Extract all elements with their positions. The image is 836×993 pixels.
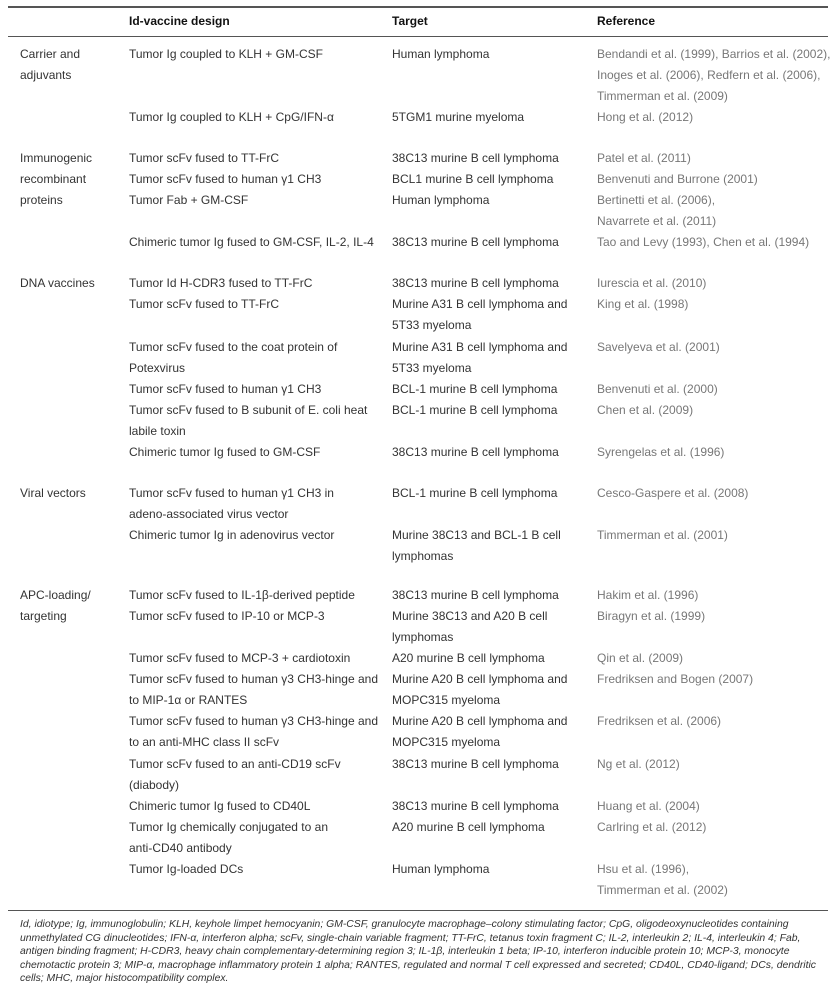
row-design: Tumor scFv fused to human γ1 CH3 in adeno-associated virus vector	[129, 486, 334, 521]
row-reference: Hong et al. (2012)	[597, 110, 694, 124]
row-target: 38C13 murine B cell lymphoma	[392, 588, 559, 602]
row-reference: Fredriksen et al. (2006)	[597, 714, 722, 728]
header-rule	[8, 36, 828, 37]
row-design: Chimeric tumor Ig fused to GM-CSF	[129, 445, 321, 459]
row-target: A20 murine B cell lymphoma	[392, 820, 545, 834]
row-reference: Qin et al. (2009)	[597, 651, 684, 665]
category-carrier-adjuvants: Carrier and adjuvants	[20, 47, 81, 82]
category-dna-vaccines: DNA vaccines	[20, 276, 95, 290]
row-target: BCL-1 murine B cell lymphoma	[392, 403, 558, 417]
category-recombinant-proteins: Immunogenic recombinant proteins	[20, 151, 93, 207]
header-target: Target	[392, 14, 428, 28]
row-reference: Bertinetti et al. (2006), Navarrete et al. (2011)	[597, 193, 717, 228]
row-target: Murine 38C13 and A20 B cell lymphomas	[392, 609, 548, 644]
row-target: BCL1 murine B cell lymphoma	[392, 172, 554, 186]
row-design: Tumor scFv fused to IL-1β-derived peptide	[129, 588, 355, 602]
row-reference: Fredriksen and Bogen (2007)	[597, 672, 754, 686]
row-target: 38C13 murine B cell lymphoma	[392, 235, 559, 249]
row-target: A20 murine B cell lymphoma	[392, 651, 545, 665]
row-reference: Bendandi et al. (1999), Barrios et al. (2002), Inoges et al. (2006), Redfern et al. (2006), Timmerman et al. (2009)	[597, 47, 831, 103]
category-viral-vectors: Viral vectors	[20, 486, 86, 500]
table-bottom-rule	[8, 910, 828, 911]
row-target: Murine A20 B cell lymphoma and MOPC315 myeloma	[392, 714, 568, 749]
row-design: Tumor scFv fused to human γ3 CH3-hinge and to an anti-MHC class II scFv	[129, 714, 379, 749]
row-target: Murine 38C13 and BCL-1 B cell lymphomas	[392, 528, 561, 563]
row-design: Tumor scFv fused to human γ3 CH3-hinge and to MIP-1α or RANTES	[129, 672, 379, 707]
row-design: Chimeric tumor Ig fused to CD40L	[129, 799, 311, 813]
category-apc-targeting: APC-loading/ targeting	[20, 588, 91, 623]
row-reference: Huang et al. (2004)	[597, 799, 700, 813]
row-design: Tumor Ig chemically conjugated to an anti-CD40 antibody	[129, 820, 328, 855]
row-design: Tumor scFv fused to B subunit of E. coli heat labile toxin	[129, 403, 368, 438]
row-reference: Carlring et al. (2012)	[597, 820, 707, 834]
row-reference: Biragyn et al. (1999)	[597, 609, 706, 623]
row-design: Chimeric tumor Ig in adenovirus vector	[129, 528, 335, 542]
row-reference: Savelyeva et al. (2001)	[597, 340, 720, 354]
row-design: Tumor scFv fused to TT-FrC	[129, 297, 280, 311]
row-design: Tumor Ig coupled to KLH + CpG/IFN-α	[129, 110, 334, 124]
row-reference: Ng et al. (2012)	[597, 757, 680, 771]
row-reference: Benvenuti et al. (2000)	[597, 382, 718, 396]
row-target: Human lymphoma	[392, 193, 490, 207]
row-target: 5TGM1 murine myeloma	[392, 110, 525, 124]
row-reference: Benvenuti and Burrone (2001)	[597, 172, 758, 186]
row-target: 38C13 murine B cell lymphoma	[392, 445, 559, 459]
row-design: Chimeric tumor Ig fused to GM-CSF, IL-2, IL-4	[129, 235, 374, 249]
header-reference: Reference	[597, 14, 656, 28]
row-design: Tumor scFv fused to the coat protein of Potexvirus	[129, 340, 338, 375]
row-reference: Tao and Levy (1993), Chen et al. (1994)	[597, 235, 810, 249]
row-design: Tumor scFv fused to human γ1 CH3	[129, 382, 322, 396]
row-reference: King et al. (1998)	[597, 297, 689, 311]
row-reference: Hakim et al. (1996)	[597, 588, 699, 602]
row-reference: Cesco-Gaspere et al. (2008)	[597, 486, 749, 500]
row-reference: Patel et al. (2011)	[597, 151, 691, 165]
row-design: Tumor scFv fused to an anti-CD19 scFv (diabody)	[129, 757, 341, 792]
row-target: 38C13 murine B cell lymphoma	[392, 757, 559, 771]
row-target: Murine A31 B cell lymphoma and 5T33 myeloma	[392, 297, 568, 332]
row-reference: Hsu et al. (1996), Timmerman et al. (2002)	[597, 862, 728, 897]
row-target: Human lymphoma	[392, 862, 490, 876]
row-design: Tumor scFv fused to human γ1 CH3	[129, 172, 322, 186]
row-reference: Timmerman et al. (2001)	[597, 528, 728, 542]
row-reference: Syrengelas et al. (1996)	[597, 445, 725, 459]
row-target: BCL-1 murine B cell lymphoma	[392, 382, 558, 396]
row-target: Murine A31 B cell lymphoma and 5T33 myeloma	[392, 340, 568, 375]
row-target: 38C13 murine B cell lymphoma	[392, 151, 559, 165]
table-top-rule	[8, 6, 828, 8]
row-target: 38C13 murine B cell lymphoma	[392, 276, 559, 290]
row-target: Murine A20 B cell lymphoma and MOPC315 myeloma	[392, 672, 568, 707]
row-target: 38C13 murine B cell lymphoma	[392, 799, 559, 813]
table-footnote: Id, idiotype; Ig, immunoglobulin; KLH, keyhole limpet hemocyanin; GM-CSF, granulocyte macrophage–colony stimulating factor; CpG, oligodeoxynucleotides containing unmethylated CG dinucleotides; IFN-α, interferon alpha; scFv, single-chain variable fragment; TT-FrC, tetanus toxin fragment C; IL-2, interleukin 2; IL-4, interleukin 4; Fab, antigen binding fragment; H-CDR3, heavy chain complementary-determining region 3; IL-1β, interleukin 1 beta; IP-10, interferon inducible protein 10; MCP-3, monocyte chemotactic protein 3; MIP-α, macrophage inflammatory protein 1 alpha; RANTES, regulated and normal T cell expressed and secreted; CD40L, CD40-ligand; DCs, dendritic cells; MHC, major histocompatibility complex.	[20, 919, 816, 984]
row-target: Human lymphoma	[392, 47, 490, 61]
row-target: BCL-1 murine B cell lymphoma	[392, 486, 558, 500]
row-design: Tumor Ig coupled to KLH + GM-CSF	[129, 47, 323, 61]
row-design: Tumor Ig-loaded DCs	[129, 862, 244, 876]
row-design: Tumor scFv fused to IP-10 or MCP-3	[129, 609, 325, 623]
row-design: Tumor scFv fused to TT-FrC	[129, 151, 280, 165]
header-design: Id-vaccine design	[129, 14, 230, 28]
row-reference: Iurescia et al. (2010)	[597, 276, 707, 290]
row-design: Tumor Fab + GM-CSF	[129, 193, 249, 207]
row-reference: Chen et al. (2009)	[597, 403, 694, 417]
row-design: Tumor Id H-CDR3 fused to TT-FrC	[129, 276, 313, 290]
row-design: Tumor scFv fused to MCP-3 + cardiotoxin	[129, 651, 351, 665]
